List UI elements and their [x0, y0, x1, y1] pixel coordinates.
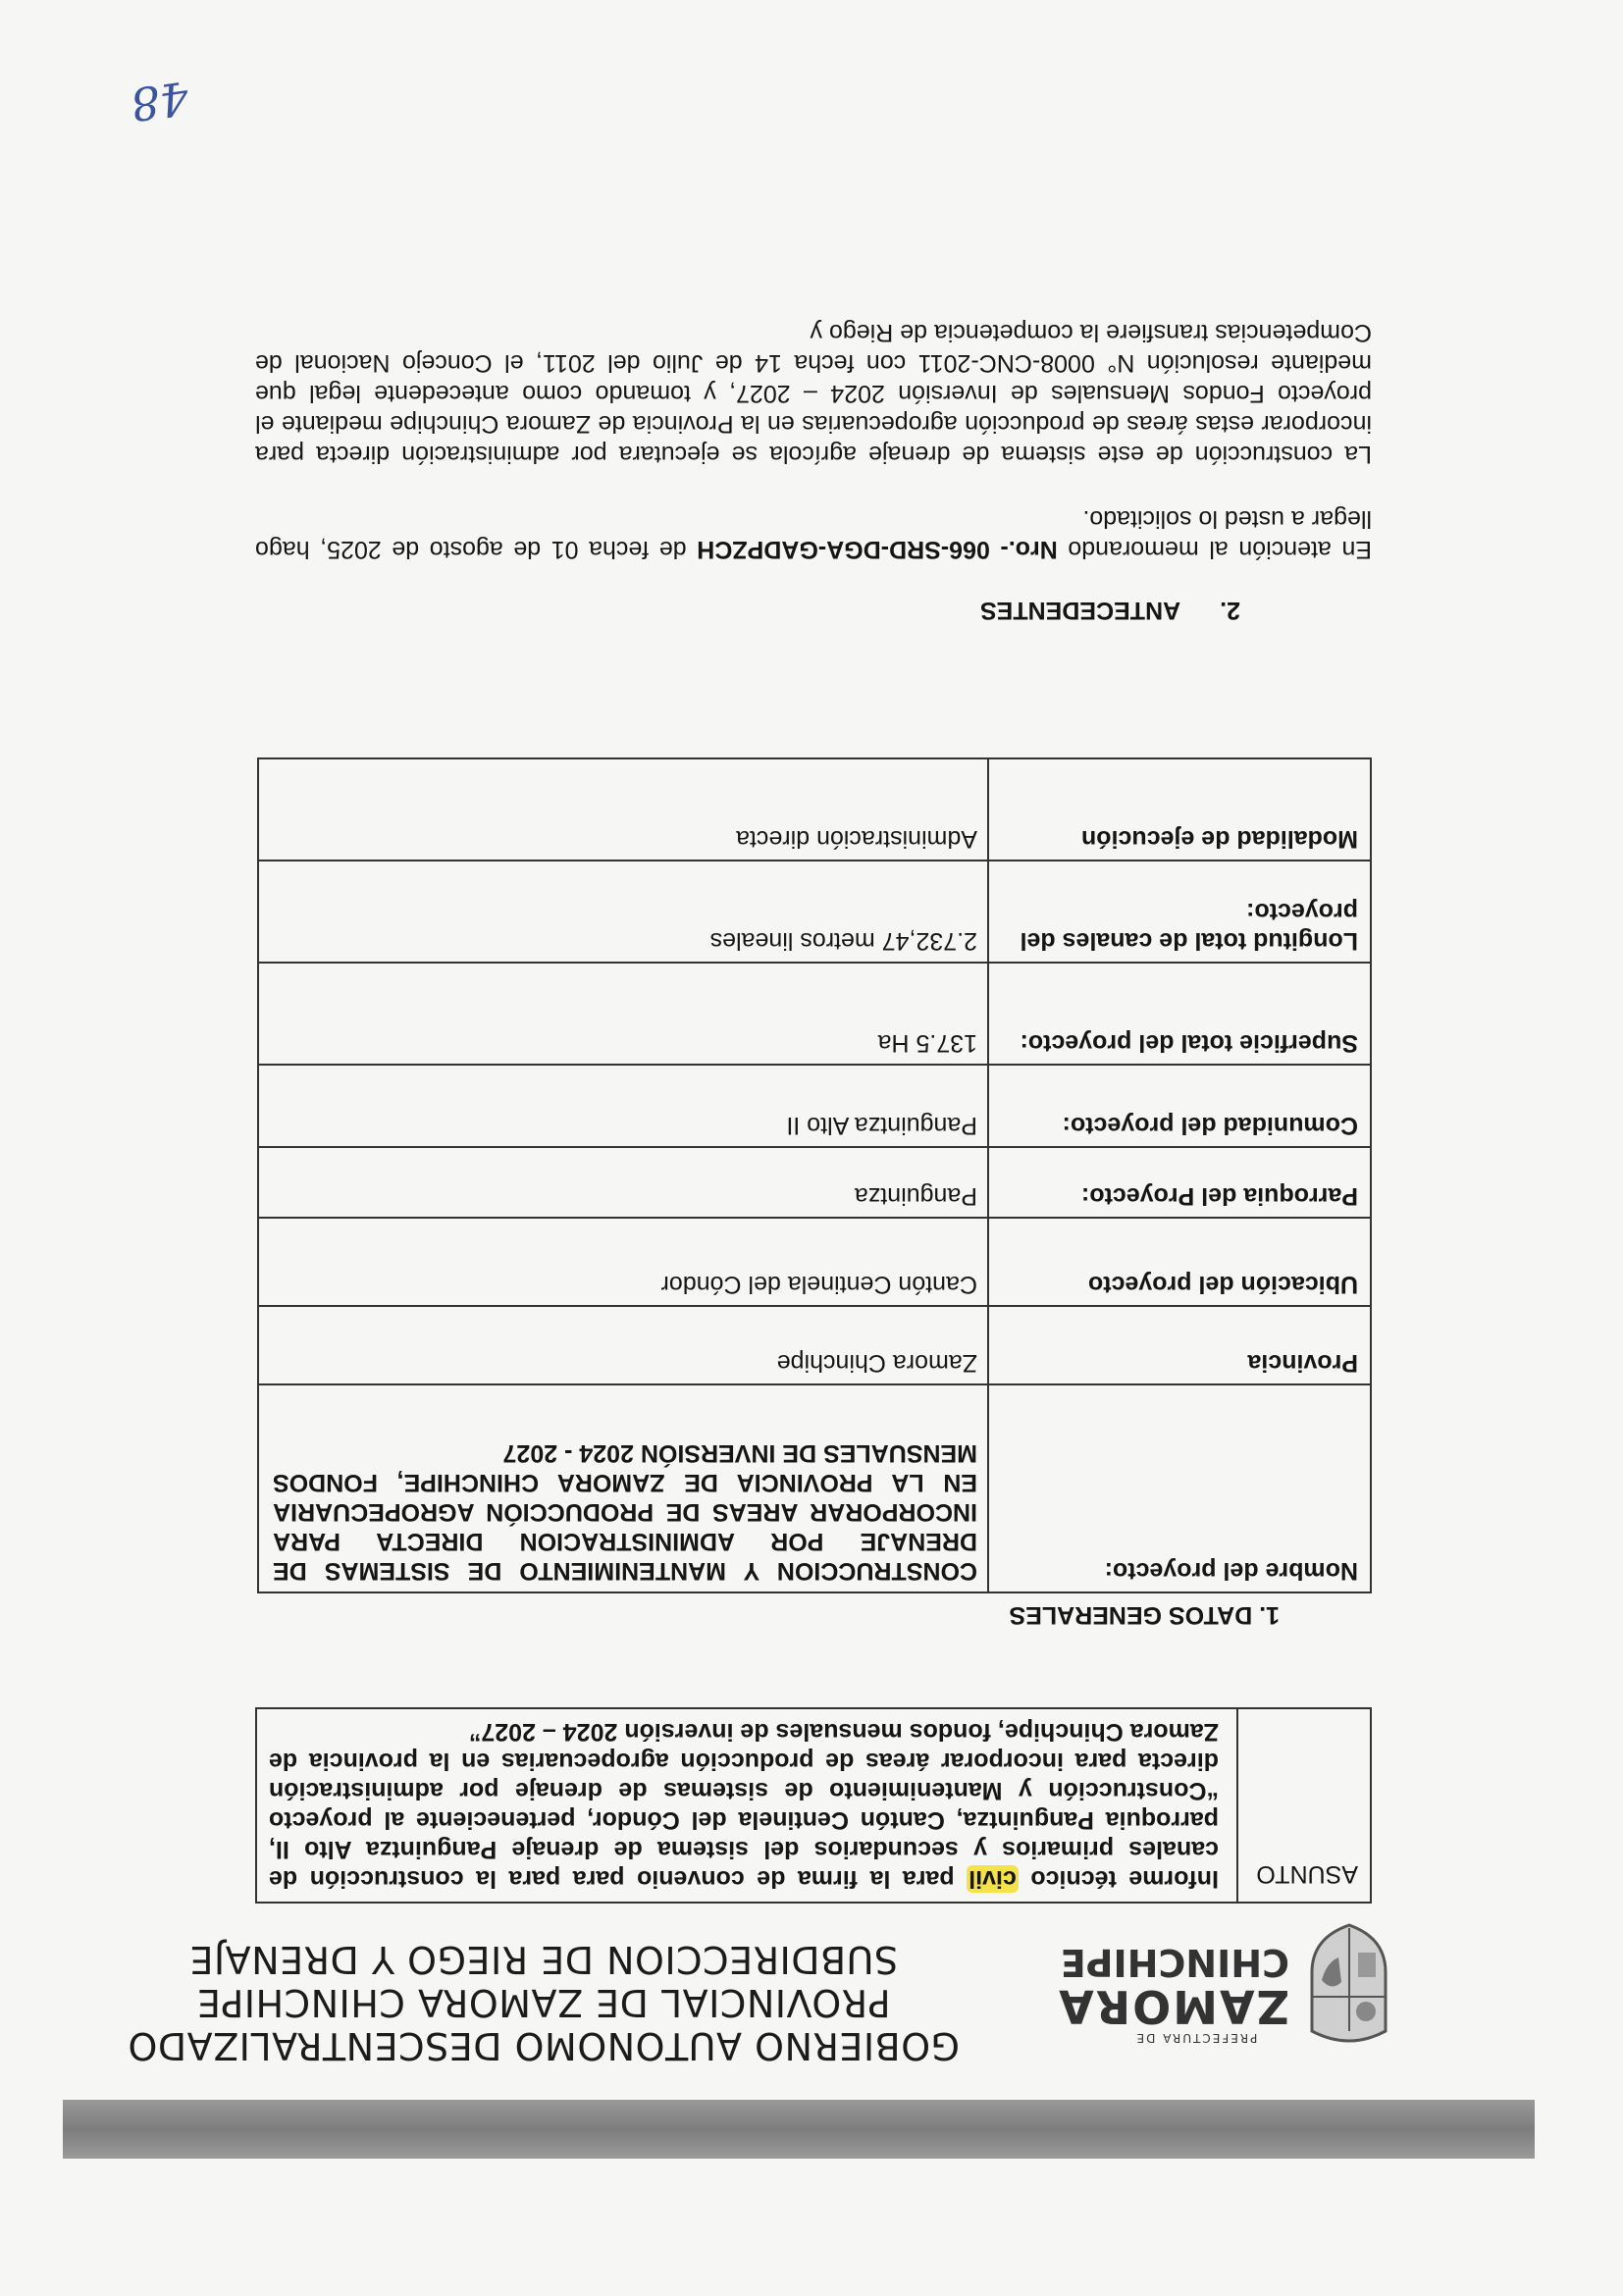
paragraph-antecedente: La construcción de este sistema de drenaje agrícola se ejecutara por administración directa para incorporar estas áreas de producción agropecuarias en la Provincia de Zamora Chinchipe mediante el proyecto Fondos Mensuales de Inversión 2024 – 2027, y tomando como antecedente legal que mediante resolución N° 0008-CNC-2011 con fecha 14 de Julio del 2011, el Concejo Nacional de Competencias transfiere la competencia de Riego y: [255, 319, 1372, 468]
row-value: Panguintza: [258, 1147, 988, 1218]
heading-line-2: PROVINCIAL DE ZAMORA CHINCHIPE: [196, 1981, 891, 2024]
datos-generales-table: [257, 757, 1372, 1593]
heading-line-1: GOBIERNO AUTONOMO DESCENTRALIZADO: [128, 2024, 961, 2067]
prefectura-logo: [1057, 1913, 1395, 2051]
row-value: 2.732,47 metros lineales: [258, 861, 988, 963]
section-2-number: 2.: [1220, 597, 1240, 624]
page-number-stamp: 48: [127, 71, 192, 131]
heading-line-3: SUBDIRECCION DE RIEGO Y DRENAJE: [188, 1938, 899, 1981]
asunto-text: [256, 1708, 1237, 1903]
section-1-heading: [1009, 1600, 1280, 1629]
section-1-title: DATOS GENERALES: [1009, 1601, 1253, 1629]
table-row: [258, 1065, 1371, 1147]
table-row: [258, 1147, 1371, 1218]
asunto-text-start: Informe técnico: [1018, 1865, 1219, 1893]
row-label: Superficie total del proyecto:: [988, 963, 1371, 1065]
asunto-label: ASUNTO: [1237, 1708, 1371, 1903]
row-label: Provincia: [988, 1306, 1371, 1384]
table-row: [258, 1218, 1371, 1306]
table-row: [258, 1384, 1371, 1592]
paragraph-1-end: de fecha 01 de agosto de 2025, hago llegar a usted lo solicitado.: [255, 505, 1372, 563]
row-label: Comunidad del proyecto:: [988, 1065, 1371, 1147]
row-value: 137.5 Ha: [258, 963, 988, 1065]
asunto-text-rest: para la firma de convenio para para la construcción de canales primarios y secundarios del sistema de drenaje Panguintza Alto II, parroquia Panguintza, Cantón Centinela del Cóndor, perteneciente al proyecto “Construcción y Mantenimiento de sistemas de drenaje por administración directa para incorporar áreas de producción agropecuarias en la provincia de Zamora Chinchipe, fondos mensuales de inversión 2024 – 2027”: [269, 1718, 1219, 1893]
logo-wordmark: [1057, 1941, 1289, 2045]
table-row: [258, 963, 1371, 1065]
paragraph-1-start: En atención al memorando: [1057, 536, 1372, 563]
row-label: Parroquia del Proyecto:: [988, 1147, 1371, 1218]
section-2-heading: [980, 596, 1280, 624]
section-2-title: ANTECEDENTES: [979, 597, 1181, 624]
table-row: [258, 758, 1371, 861]
logo-prefix: PREFECTURA DE: [1134, 2031, 1258, 2045]
row-value: CONSTRUCCION Y MANTENIMIENTO DE SISTEMAS DE DRENAJE POR ADMINISTRACION DIRECTA PARA INCORPORAR AREAS DE PRODUCCIÓN AGROPECUARIA EN LA PROVINCIA DE ZAMORA CHINCHIPE, FONDOS MENSUALES DE INVERSIÓN 2024 - 2027: [258, 1384, 988, 1592]
logo-zamora: ZAMORA: [1057, 1980, 1289, 2033]
logo-chinchipe: CHINCHIPE: [1060, 1941, 1289, 1984]
row-value: Zamora Chinchipe: [258, 1306, 988, 1384]
row-value: Cantón Centinela del Cóndor: [258, 1218, 988, 1306]
asunto-table: [255, 1707, 1372, 1904]
header-gray-bar: [63, 2100, 1535, 2159]
memorando-number: Nro.- 066-SRD-DGA-GADPZCH: [697, 536, 1058, 563]
row-value: Administración directa: [258, 758, 988, 861]
institution-heading: [73, 1938, 1015, 2067]
paragraph-memorando: [255, 503, 1372, 564]
row-label: Nombre del proyecto:: [988, 1384, 1371, 1592]
province-shield-icon: [1302, 1923, 1395, 2051]
table-row: [258, 1306, 1371, 1384]
row-value: Panguintza Alto II: [258, 1065, 988, 1147]
table-row: [258, 861, 1371, 963]
row-label: Longitud total de canales del proyecto:: [988, 861, 1371, 963]
section-1-number: 1.: [1259, 1601, 1280, 1629]
highlighted-word: civil: [969, 1865, 1017, 1893]
row-label: Modalidad de ejecución: [988, 758, 1371, 861]
row-label: Ubicación del proyecto: [988, 1218, 1371, 1306]
